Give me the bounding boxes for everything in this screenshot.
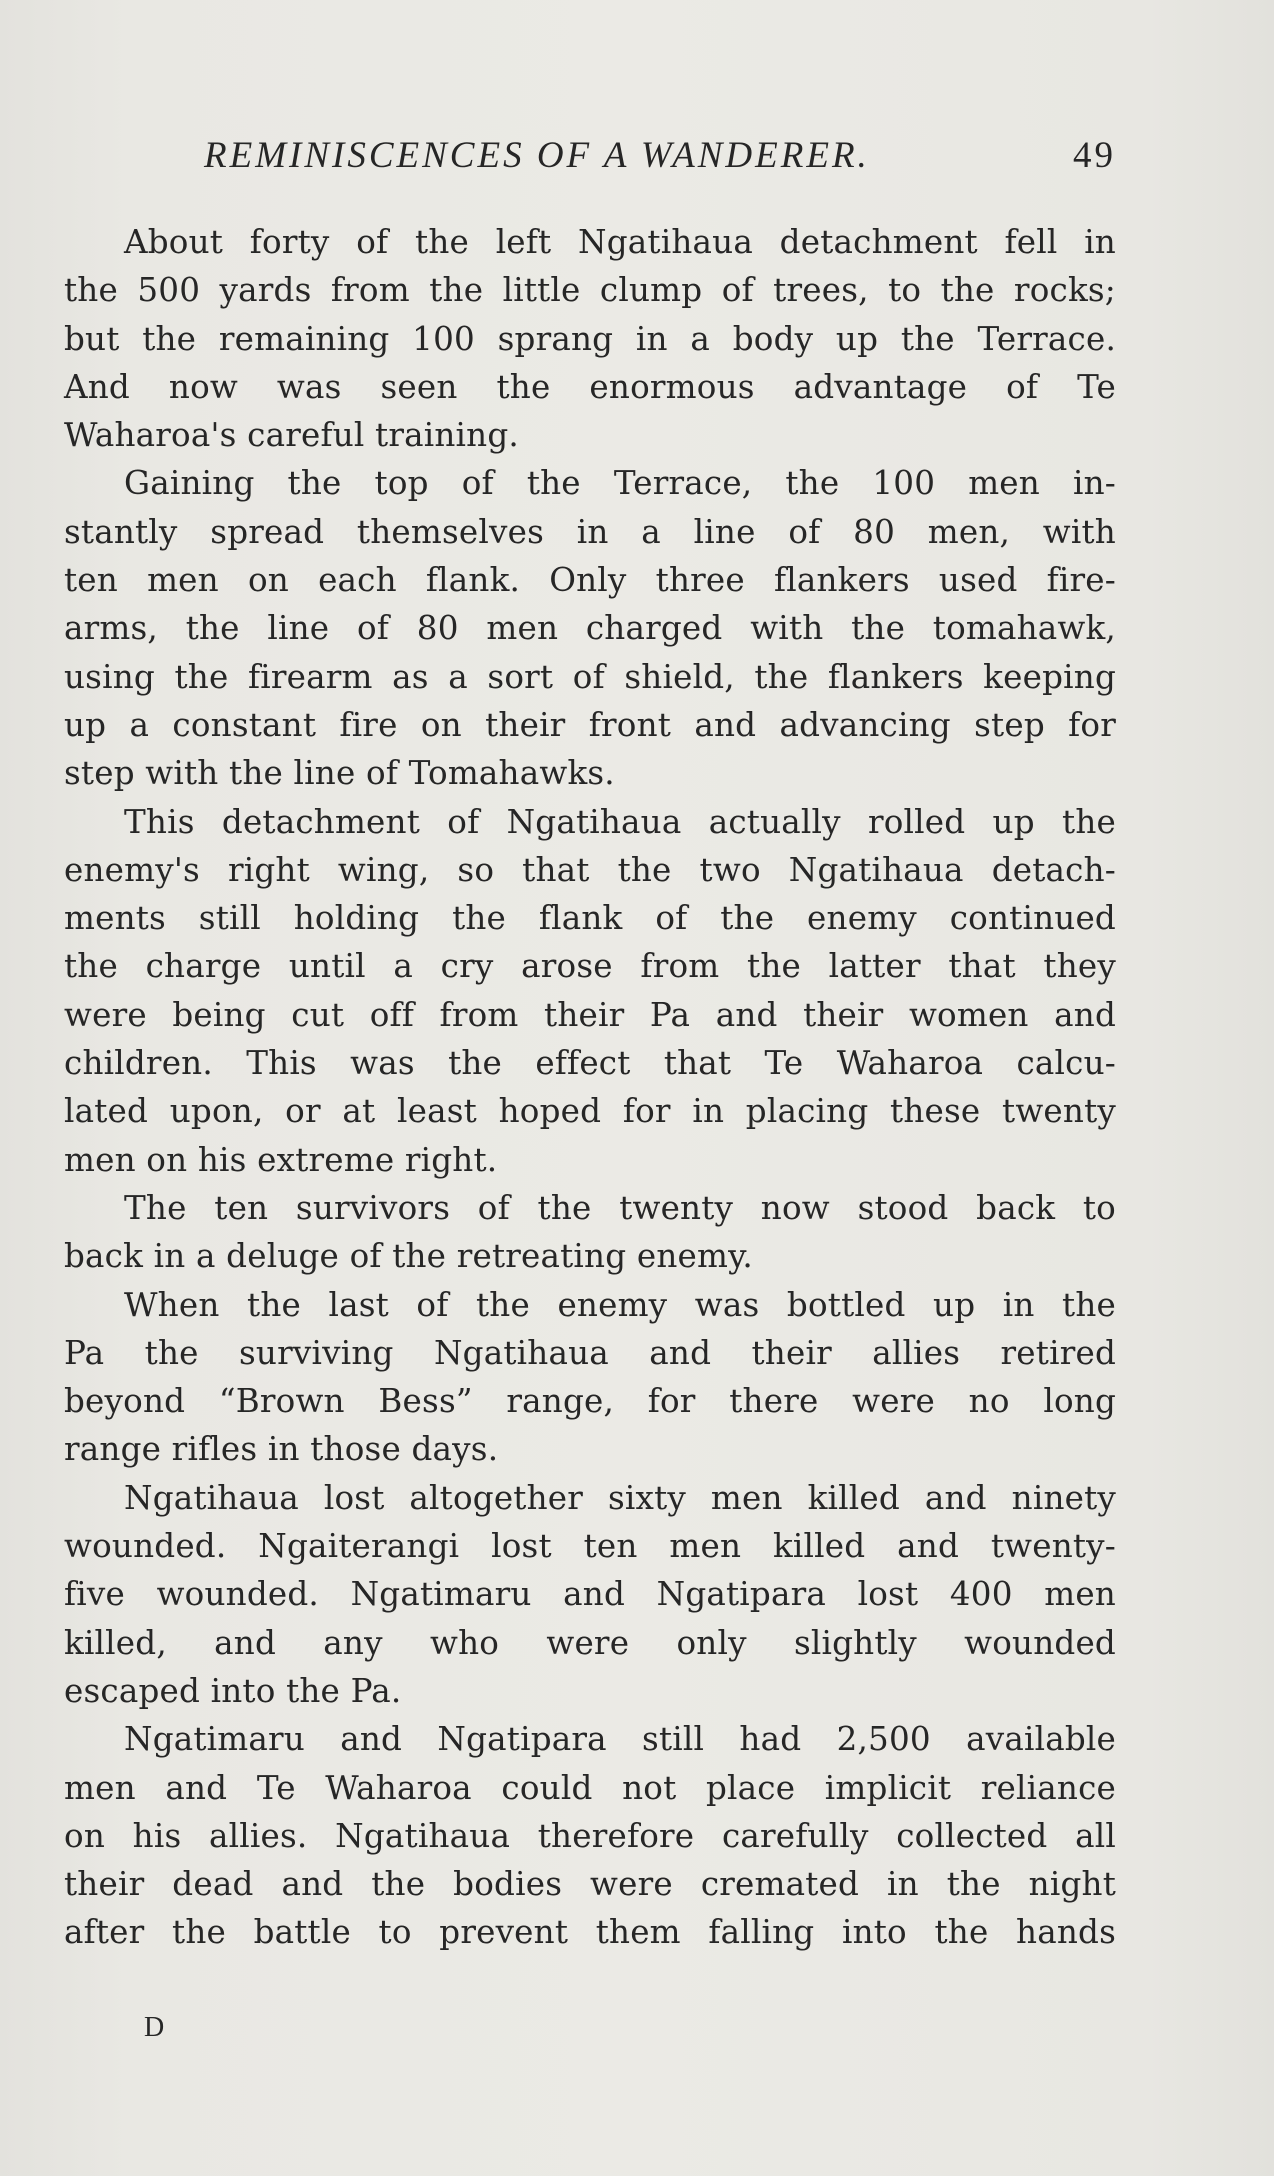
text-line: children. This was the effect that Te Waharoa calcu- <box>64 1044 1116 1083</box>
text-line: step with the line of Tomahawks. <box>64 754 615 793</box>
text-line: men and Te Waharoa could not place implicit reliance <box>64 1768 1116 1807</box>
text-line: their dead and the bodies were cremated in the night <box>64 1865 1116 1904</box>
text-line: And now was seen the enormous advantage of Te <box>64 367 1116 406</box>
text-line: When the last of the enemy was bottled up in the <box>124 1285 1116 1324</box>
signature-mark: D <box>144 2012 165 2043</box>
text-line: The ten survivors of the twenty now stood back to <box>124 1188 1116 1227</box>
text-line: the 500 yards from the little clump of trees, to the rocks; <box>64 271 1116 310</box>
text-line: Gaining the top of the Terrace, the 100 men in- <box>124 464 1116 503</box>
text-line: This detachment of Ngatihaua actually rolled up the <box>124 802 1116 841</box>
text-line: on his allies. Ngatihaua therefore carefully collected all <box>64 1816 1116 1855</box>
text-line: but the remaining 100 sprang in a body up the Terrace. <box>64 319 1116 358</box>
text-line: lated upon, or at least hoped for in placing these twenty <box>64 1092 1116 1131</box>
text-line: were being cut off from their Pa and their women and <box>64 995 1116 1034</box>
text-line: ments still holding the flank of the enemy continued <box>64 899 1116 938</box>
text-line: About forty of the left Ngatihaua detachment fell in <box>124 223 1116 261</box>
text-line: beyond “Brown Bess” range, for there were no long <box>64 1382 1116 1421</box>
text-line: five wounded. Ngatimaru and Ngatipara lost 400 men <box>64 1575 1116 1614</box>
text-line: using the firearm as a sort of shield, the flankers keeping <box>64 657 1116 696</box>
body-text <box>64 218 1116 1957</box>
running-head-title: REMINISCENCES OF A WANDERER. <box>204 135 870 176</box>
text-line: arms, the line of 80 men charged with the tomahawk, <box>64 609 1116 648</box>
text-line: Pa the surviving Ngatihaua and their allies retired <box>64 1333 1116 1372</box>
text-line: killed, and any who were only slightly wounded <box>64 1623 1116 1662</box>
text-line: Ngatimaru and Ngatipara still had 2,500 available <box>124 1720 1116 1759</box>
text-line: ten men on each flank. Only three flankers used fire- <box>64 561 1116 600</box>
text-line: up a constant fire on their front and advancing step for <box>64 705 1116 744</box>
text-line: wounded. Ngaiterangi lost ten men killed and twenty- <box>64 1527 1116 1566</box>
text-line: Ngatihaua lost altogether sixty men killed and ninety <box>124 1478 1116 1517</box>
text-line: range rifles in those days. <box>64 1430 499 1469</box>
running-head <box>64 134 1116 184</box>
text-line: stantly spread themselves in a line of 80 men, with <box>64 512 1116 551</box>
text-line: after the battle to prevent them falling into the hands <box>64 1913 1116 1952</box>
text-line: enemy's right wing, so that the two Ngatihaua detach- <box>64 850 1116 889</box>
text-line: escaped into the Pa. <box>64 1671 402 1710</box>
text-line: back in a deluge of the retreating enemy. <box>64 1237 753 1276</box>
text-line: Waharoa's careful training. <box>64 416 519 455</box>
page-number: 49 <box>1073 135 1116 176</box>
text-line: the charge until a cry arose from the latter that they <box>64 947 1116 986</box>
text-line: men on his extreme right. <box>64 1140 498 1179</box>
